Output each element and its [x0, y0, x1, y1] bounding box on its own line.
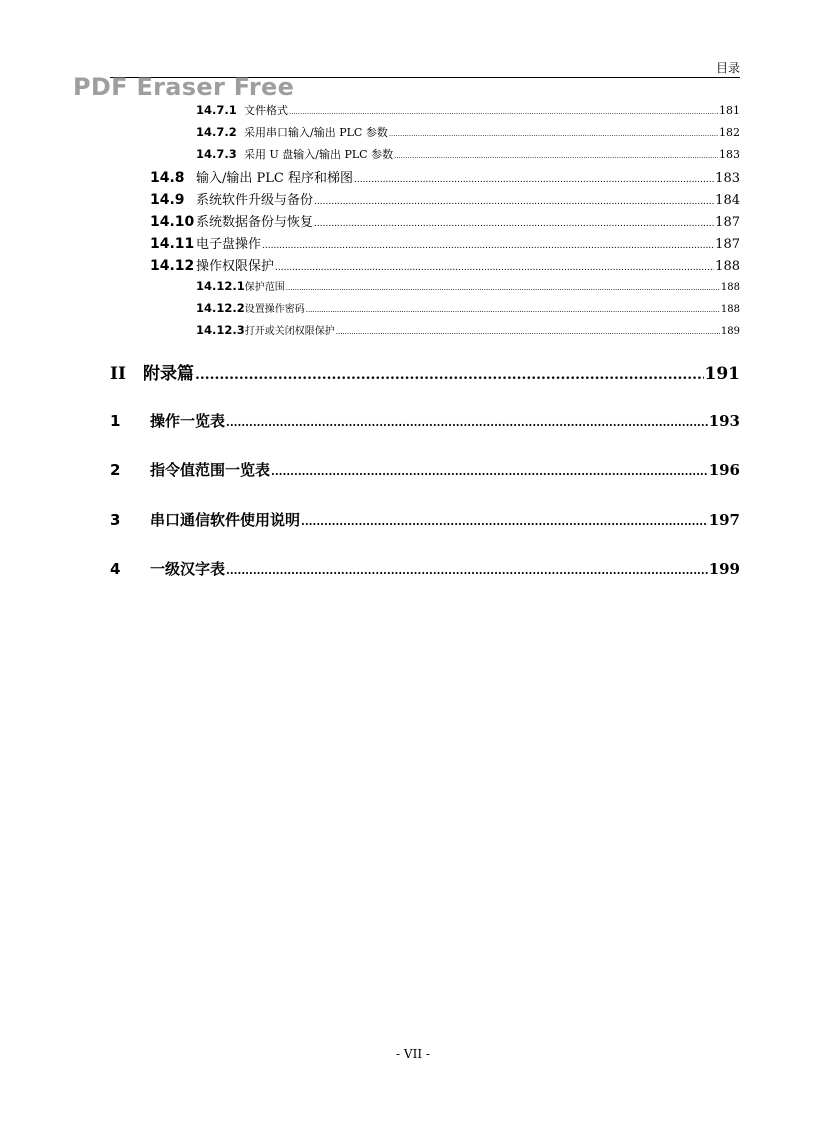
toc-leader: [354, 175, 714, 185]
toc-entry-title: 操作权限保护: [196, 259, 275, 274]
toc-entry-number: 14.7.2: [196, 125, 237, 139]
toc-entry[interactable]: [150, 189, 740, 208]
toc-entry-title: 附录篇: [143, 364, 194, 384]
toc-leader: [275, 263, 714, 273]
toc-entry-number: 14.9: [150, 192, 185, 208]
toc-entry-title: 输入/输出 PLC 程序和梯图: [196, 171, 353, 186]
toc-entry-page: 183: [715, 171, 740, 186]
toc-leader: [336, 328, 720, 336]
toc-entry-title: 系统软件升级与备份: [196, 193, 314, 208]
watermark: PDF Eraser Free: [73, 73, 295, 101]
toc-entry-page: 196: [708, 461, 740, 479]
toc-entry-page: 188: [720, 282, 740, 293]
toc-entry-page: 183: [719, 148, 740, 161]
toc-part-entry[interactable]: [110, 359, 740, 384]
toc-entry-page: 191: [704, 364, 740, 384]
toc-entry-page: 182: [719, 126, 740, 139]
toc-entry[interactable]: [196, 146, 740, 162]
toc-chapter-entry[interactable]: [110, 459, 740, 480]
toc-entry-number: 14.12.1: [196, 279, 245, 293]
toc-entry-number: 14.11: [150, 236, 195, 252]
header-title: 目录: [715, 61, 740, 75]
toc-entry-title: 系统数据备份与恢复: [196, 215, 314, 230]
toc-entry[interactable]: [196, 102, 740, 118]
toc-entry[interactable]: [196, 300, 740, 315]
toc-entry-number: 14.12: [150, 258, 195, 274]
toc-entry-page: 188: [720, 304, 740, 315]
toc-chapter-entry[interactable]: [110, 509, 740, 530]
toc-entry-number: 3: [110, 511, 121, 529]
toc-entry-title: 采用 U 盘输入/输出 PLC 参数: [244, 148, 394, 161]
toc-leader: [301, 515, 708, 528]
toc-entry-page: 199: [708, 560, 740, 578]
toc-entry-page: 187: [715, 215, 740, 230]
toc-entry-title: 文件格式: [244, 104, 288, 117]
toc-entry-number: 2: [110, 461, 121, 479]
toc-entry-page: 181: [719, 104, 740, 117]
toc-leader: [289, 108, 718, 116]
toc-entry-title: 一级汉字表: [150, 560, 226, 578]
toc-entry[interactable]: [150, 255, 740, 274]
toc-leader: [195, 367, 704, 383]
toc-leader: [314, 197, 714, 207]
toc-leader: [226, 416, 708, 429]
toc-entry-page: 189: [720, 326, 740, 337]
toc-leader: [262, 241, 714, 251]
toc-leader: [394, 152, 718, 160]
toc-entry[interactable]: [196, 322, 740, 337]
toc-entry-page: 187: [715, 237, 740, 252]
toc-entry[interactable]: [196, 124, 740, 140]
toc-entry-title: 保护范围: [244, 282, 285, 293]
toc-entry-number: 14.10: [150, 214, 195, 230]
toc-leader: [226, 564, 708, 577]
toc-leader: [306, 306, 720, 314]
toc-entry[interactable]: [150, 167, 740, 186]
toc-leader: [314, 219, 714, 229]
toc-entry-title: 电子盘操作: [196, 237, 262, 252]
toc-entry[interactable]: [150, 211, 740, 230]
toc-entry-title: 指令值范围一览表: [150, 461, 271, 479]
toc-leader: [286, 284, 720, 292]
toc-chapter-entry[interactable]: [110, 410, 740, 431]
toc-entry-title: 操作一览表: [150, 412, 226, 430]
toc-entry-title: 串口通信软件使用说明: [150, 511, 301, 529]
toc-entry-number: II: [110, 364, 126, 384]
toc-entry[interactable]: [150, 233, 740, 252]
toc-entry-number: 1: [110, 412, 121, 430]
page-number: - VII -: [396, 1047, 430, 1061]
toc-entry-number: 14.8: [150, 170, 185, 186]
toc-leader: [271, 465, 708, 478]
toc-entry-page: 197: [708, 511, 740, 529]
toc-leader: [389, 130, 718, 138]
toc-chapter-entry[interactable]: [110, 558, 740, 579]
toc-entry[interactable]: [196, 278, 740, 293]
toc-entry-title: 采用串口输入/输出 PLC 参数: [244, 126, 388, 139]
toc-entry-number: 14.12.2: [196, 301, 245, 315]
toc-entry-page: 188: [715, 259, 740, 274]
toc-entry-number: 14.12.3: [196, 323, 245, 337]
toc-entry-title: 设置操作密码: [244, 304, 305, 315]
toc-entry-title: 打开或关闭权限保护: [244, 326, 335, 337]
toc-entry-number: 14.7.1: [196, 103, 237, 117]
toc-entry-number: 14.7.3: [196, 147, 237, 161]
toc-entry-page: 193: [708, 412, 740, 430]
toc-entry-number: 4: [110, 560, 121, 578]
toc-entry-page: 184: [715, 193, 740, 208]
